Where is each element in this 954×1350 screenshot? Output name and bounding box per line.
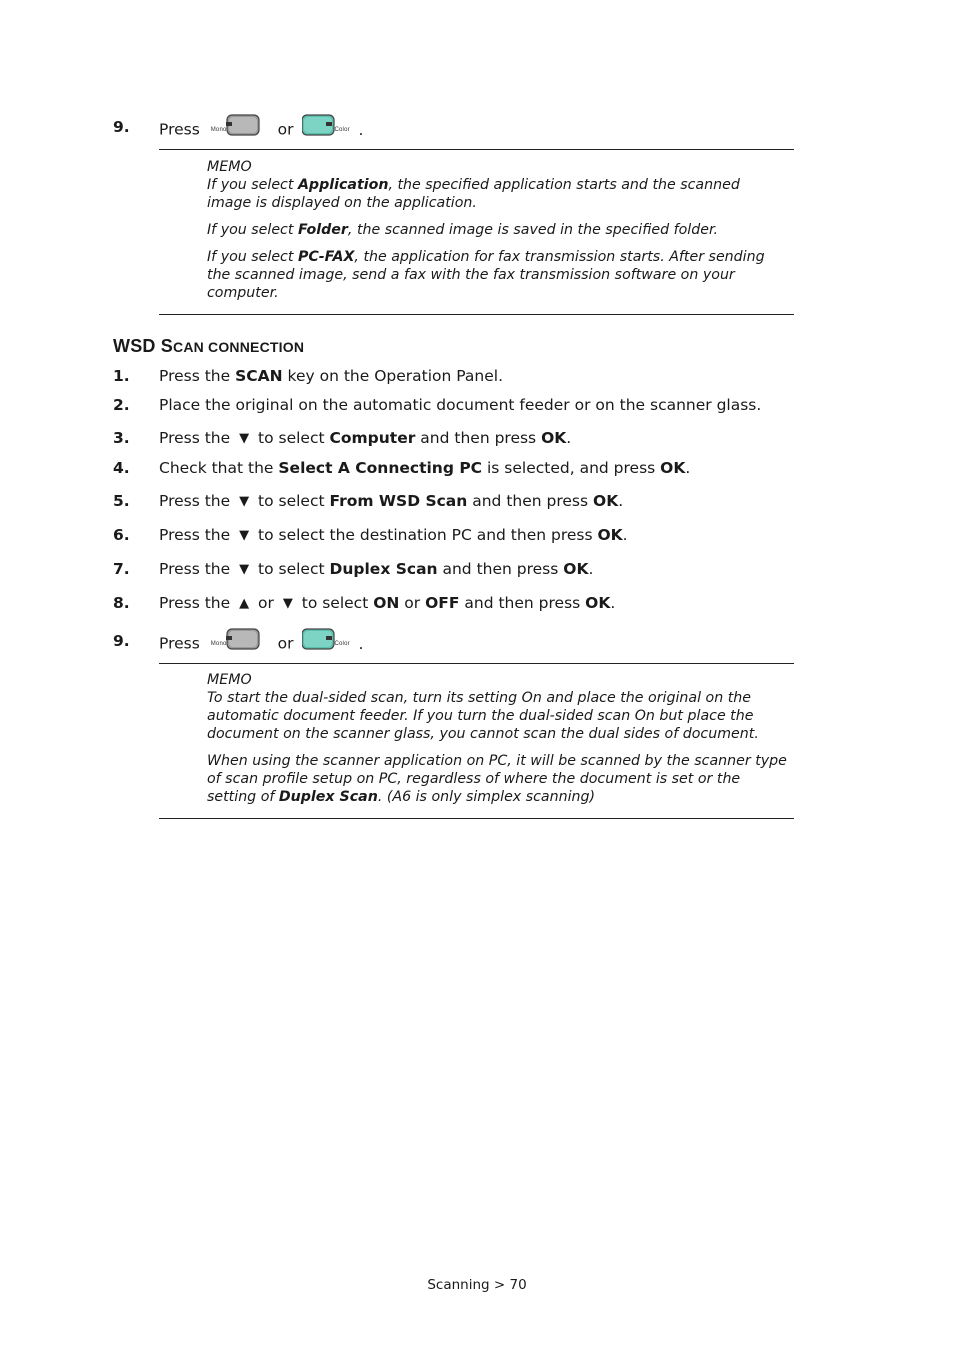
memo-paragraph: If you select Application, the specified application starts and the scanned image is displayed on the application. bbox=[207, 177, 740, 211]
memo-paragraph: If you select PC-FAX, the application for fax transmission starts. After sending the scanned image, send a fax with the fax transmission software on your computer. bbox=[207, 249, 765, 301]
mono-button-icon bbox=[209, 114, 269, 140]
memo-title: MEMO bbox=[207, 159, 252, 175]
down-arrow-icon: ▼ bbox=[239, 494, 250, 509]
memo-top-rule bbox=[159, 663, 794, 664]
mono-label: Mono bbox=[210, 127, 227, 133]
press-label: Press bbox=[159, 120, 200, 139]
memo-paragraph: To start the dual-sided scan, turn its setting On and place the original on the automatic document feeder. If you turn the dual-sided scan On but place the document on the scanner glass, you cannot scan the dual sides of document. bbox=[207, 690, 759, 742]
down-arrow-icon: ▼ bbox=[239, 562, 250, 577]
memo-paragraph: When using the scanner application on PC, it will be scanned by the scanner type of scan profile setup on PC, regardless of where the document is set or the setting of Duplex Scan. (A6 is only simplex scanning) bbox=[207, 753, 787, 805]
step-number: 9. bbox=[113, 118, 130, 136]
color-button-icon bbox=[302, 628, 362, 654]
color-label: Color bbox=[334, 641, 350, 647]
press-label: Press bbox=[159, 634, 200, 653]
memo-paragraph: If you select Folder, the scanned image is saved in the specified folder. bbox=[207, 222, 719, 238]
period: . bbox=[358, 120, 364, 139]
memo-bottom-rule bbox=[159, 314, 794, 315]
page-footer: Scanning > 70 bbox=[427, 1277, 527, 1293]
memo-box-1 bbox=[207, 158, 787, 311]
down-arrow-icon: ▼ bbox=[282, 596, 293, 611]
up-arrow-icon: ▲ bbox=[239, 596, 250, 611]
mono-label: Mono bbox=[210, 641, 227, 647]
period: . bbox=[358, 634, 364, 653]
memo-bottom-rule bbox=[159, 818, 794, 819]
memo-top-rule bbox=[159, 149, 794, 150]
mono-button-icon bbox=[209, 628, 269, 654]
down-arrow-icon: ▼ bbox=[239, 431, 250, 446]
memo-box-2 bbox=[207, 671, 787, 815]
section-heading: WSD SCAN CONNECTION bbox=[113, 336, 305, 356]
or-label: or bbox=[277, 120, 294, 139]
down-arrow-icon: ▼ bbox=[239, 528, 250, 543]
color-label: Color bbox=[334, 127, 350, 133]
color-button-icon bbox=[302, 114, 362, 140]
memo-title: MEMO bbox=[207, 672, 252, 688]
step-text bbox=[159, 117, 371, 143]
or-label: or bbox=[277, 634, 294, 653]
